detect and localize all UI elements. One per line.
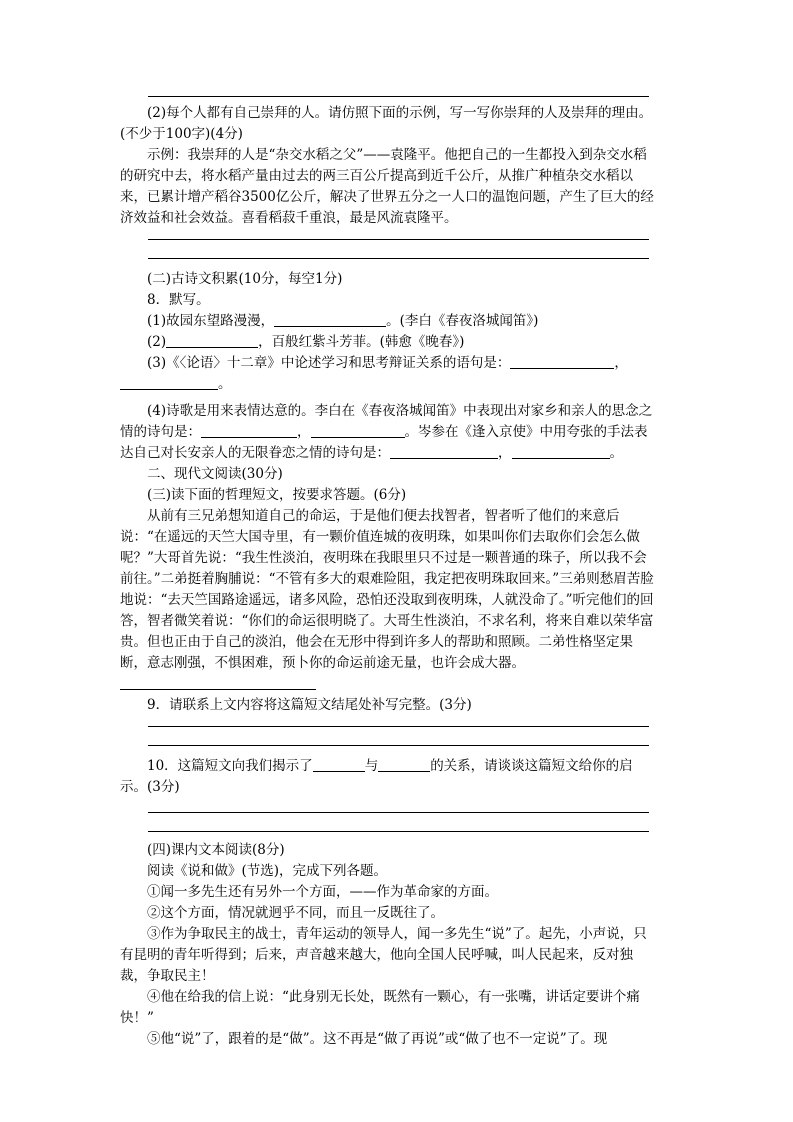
section4-intro: 阅读《说和做》(节选)，完成下列各题。 <box>147 863 388 879</box>
fill-blank[interactable] <box>512 444 610 459</box>
section4-paragraph-5: ⑤他“说”了，跟着的是“做”。这不再是“做了再说”或“做了也不一定说”了。现 <box>147 1031 608 1047</box>
fill-blank[interactable] <box>311 423 405 438</box>
section3-title: (三)读下面的哲理短文，按要求答题。(6分) <box>147 487 407 503</box>
q7-2-example: 示例：我崇拜的人是“杂交水稻之父”——袁隆平。他把自己的一生都投入到杂交水稻的研究中去，将水稻产量由过去的两三百公斤提高到近千公斤，从推广种植杂交水稻以来，已累计增产稻谷3500亿公斤，解决了世界五分之一人口的温饱问题，产生了巨大的经济效益和社会效益。喜看稻菽千重浪，最是风流袁隆平。 <box>120 147 654 226</box>
fill-blank[interactable] <box>390 444 498 459</box>
section4-paragraph-2: ②这个方面，情况就迥乎不同，而且一反既往了。 <box>147 905 444 921</box>
section4-paragraph-1: ①闻一多先生还有另外一个方面，——作为革命家的方面。 <box>147 884 498 900</box>
fill-blank[interactable] <box>201 423 297 438</box>
section2-title: (二)古诗文积累(10分，每空1分) <box>147 271 343 287</box>
q8-line1: (1)故园东望路漫漫， 。(李白《春夜洛城闻笛》) <box>147 313 539 329</box>
q9-prompt: 9．请联系上文内容将这篇短文结尾处补写完整。(3分) <box>147 697 472 713</box>
part2-title: 二、现代文阅读(30分) <box>147 466 283 482</box>
q10-prompt: 10．这篇短文向我们揭示了 与 的关系，请谈谈这篇短文给你的启示。(3分) <box>120 758 633 795</box>
section4-paragraph-4: ④他在给我的信上说：“此身别无长处，既然有一颗心，有一张嘴，讲话定要讲个痛快！” <box>120 989 640 1026</box>
q8-line4: (4)诗歌是用来表情达意的。李白在《春夜洛城闻笛》中表现出对家乡和亲人的思念之情的诗句是： ， 。岑参在《逢入京使》中用夸张的手法表达自己对长安亲人的无限眷恋之情的诗句是： ， 。 <box>120 403 653 461</box>
q8-line2: (2) ，百般红紫斗芳菲。(韩愈《晚春》) <box>147 334 465 350</box>
fill-blank[interactable] <box>274 312 386 327</box>
q7-2-prompt: (2)每个人都有自己崇拜的人。请仿照下面的示例，写一写你崇拜的人及崇拜的理由。(不少于100字)(4分) <box>120 105 653 142</box>
document-page <box>120 96 655 1050</box>
section3-passage: 从前有三兄弟想知道自己的命运，于是他们便去找智者，智者听了他们的来意后说：“在遥远的天竺大国寺里，有一颗价值连城的夜明珠，如果叫你们去取你们会怎么做呢？”大哥首先说：“我生性淡泊，夜明珠在我眼里只不过是一颗普通的珠子，所以我不会前往。”二弟挺着胸脯说：“不管有多大的艰难险阻，我定把夜明珠取回来。”三弟则愁眉苦脸地说：“去天竺国路途遥远，诸多风险，恐怕还没取到夜明珠，人就没命了。”听完他们的回答，智者微笑着说：“你们的命运很明晓了。大哥生性淡泊，不求名利，将来自难以荣华富贵。但也正由于自己的淡泊，他会在无形中得到许多人的帮助和照顾。二弟性格坚定果断，意志刚强，不惧困难，预卜你的命运前途无量，也许会成大器。 <box>120 506 655 695</box>
fill-blank[interactable] <box>120 675 316 690</box>
q8-title: 8．默写。 <box>147 292 210 308</box>
fill-blank[interactable] <box>378 757 430 772</box>
fill-blank[interactable] <box>510 354 614 369</box>
fill-blank[interactable] <box>120 375 218 390</box>
q8-line3: (3)《〈论语〉十二章》中论述学习和思考辩证关系的语句是： ，。 <box>120 353 655 395</box>
section4-paragraph-3: ③作为争取民主的战士，青年运动的领导人，闻一多先生“说”了。起先，小声说，只有昆明的青年听得到；后来，声音越来越大，他向全国人民呼喊，叫人民起来，反对独裁，争取民主！ <box>120 926 647 984</box>
section4-title: (四)课内文本阅读(8分) <box>147 842 285 858</box>
fill-blank[interactable] <box>166 333 258 348</box>
fill-blank[interactable] <box>313 757 365 772</box>
